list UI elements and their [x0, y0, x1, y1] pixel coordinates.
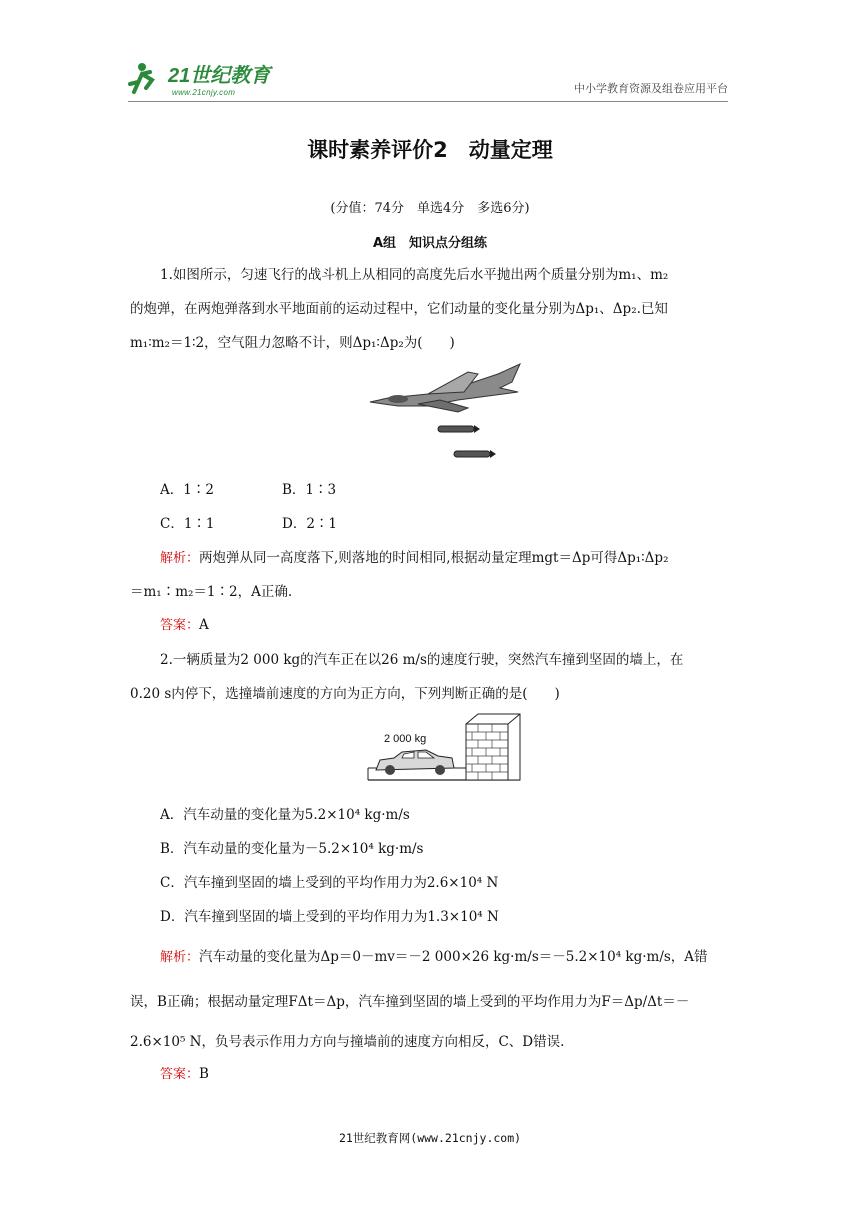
header-divider [128, 101, 728, 102]
q2-option-b: B．汽车动量的变化量为－5.2×10⁴ kg·m/s [160, 841, 424, 857]
fighter-jet-figure [368, 362, 528, 466]
car-mass-label: 2 000 kg [384, 733, 427, 745]
q1-option-c: C．1∶1 [160, 516, 215, 532]
q2-analysis-line-3: 2.6×10⁵ N，负号表示作用力方向与撞墙前的速度方向相反，C、D错误. [130, 1034, 565, 1050]
q2-answer [160, 1063, 209, 1082]
svg-text:21世纪教育: 21世纪教育 [168, 65, 271, 87]
score-info: (分值：74分 单选4分 多选6分) [330, 201, 530, 216]
q2-analysis-line-2: 误，B正确；根据动量定理FΔt＝Δp，汽车撞到坚固的墙上受到的平均作用力为F＝Δp/Δt＝－ [130, 994, 690, 1010]
q1-line-1: 1.如图所示，匀速飞行的战斗机上从相同的高度先后水平抛出两个质量分别为m₁、m₂ [160, 267, 669, 283]
answer-label: 答案： [160, 1067, 200, 1082]
q2-option-c: C．汽车撞到坚固的墙上受到的平均作用力为2.6×10⁴ N [160, 875, 499, 891]
analysis-text: 两炮弹从同一高度落下,则落地的时间相同,根据动量定理mgt＝Δp可得Δp₁∶Δp₂ [199, 550, 669, 566]
page-header [128, 58, 728, 102]
page-title: 课时素养评价2 动量定理 [307, 138, 553, 162]
q2-line-1: 2.一辆质量为2 000 kg的汽车正在以26 m/s的速度行驶，突然汽车撞到坚固的墙上，在 [160, 652, 684, 668]
q2-line-2: 0.20 s内停下，选撞墙前速度的方向为正方向，下列判断正确的是( ) [130, 686, 560, 702]
answer-label: 答案： [160, 618, 200, 633]
q2-option-d: D．汽车撞到坚固的墙上受到的平均作用力为1.3×10⁴ N [160, 909, 499, 925]
page-footer: 21世纪教育网(www.21cnjy.com) [338, 1131, 522, 1145]
q1-option-d: D．2∶1 [282, 516, 338, 532]
answer-value: B [199, 1066, 209, 1082]
group-heading: A组 知识点分组练 [372, 236, 488, 251]
q1-option-b: B．1∶3 [282, 482, 337, 498]
car-wall-figure [366, 712, 522, 784]
q1-option-a: A．1∶2 [160, 482, 214, 498]
q1-line-3: m₁∶m₂＝1∶2，空气阻力忽略不计，则Δp₁∶Δp₂为( ) [130, 335, 455, 351]
q1-line-2: 的炮弹，在两炮弹落到水平地面前的运动过程中，它们动量的变化量分别为Δp₁、Δp₂.已知 [130, 301, 668, 317]
q1-analysis-line-2: ＝m₁∶m₂＝1∶2，A正确. [130, 584, 293, 600]
q2-analysis-line-1 [160, 945, 708, 965]
q1-analysis-line-1 [160, 546, 668, 566]
analysis-label: 解析： [160, 551, 200, 566]
answer-value: A [199, 617, 209, 633]
analysis-label: 解析： [160, 950, 200, 965]
analysis-text: 汽车动量的变化量为Δp＝0－mv＝－2 000×26 kg·m/s＝－5.2×10⁴ kg·m/s，A错 [199, 949, 708, 965]
q1-answer [160, 614, 209, 633]
q2-option-a: A．汽车动量的变化量为5.2×10⁴ kg·m/s [160, 807, 410, 823]
platform-label: 中小学教育资源及组卷应用平台 [574, 82, 728, 95]
logo-url: www.21cnjy.com [172, 88, 236, 97]
